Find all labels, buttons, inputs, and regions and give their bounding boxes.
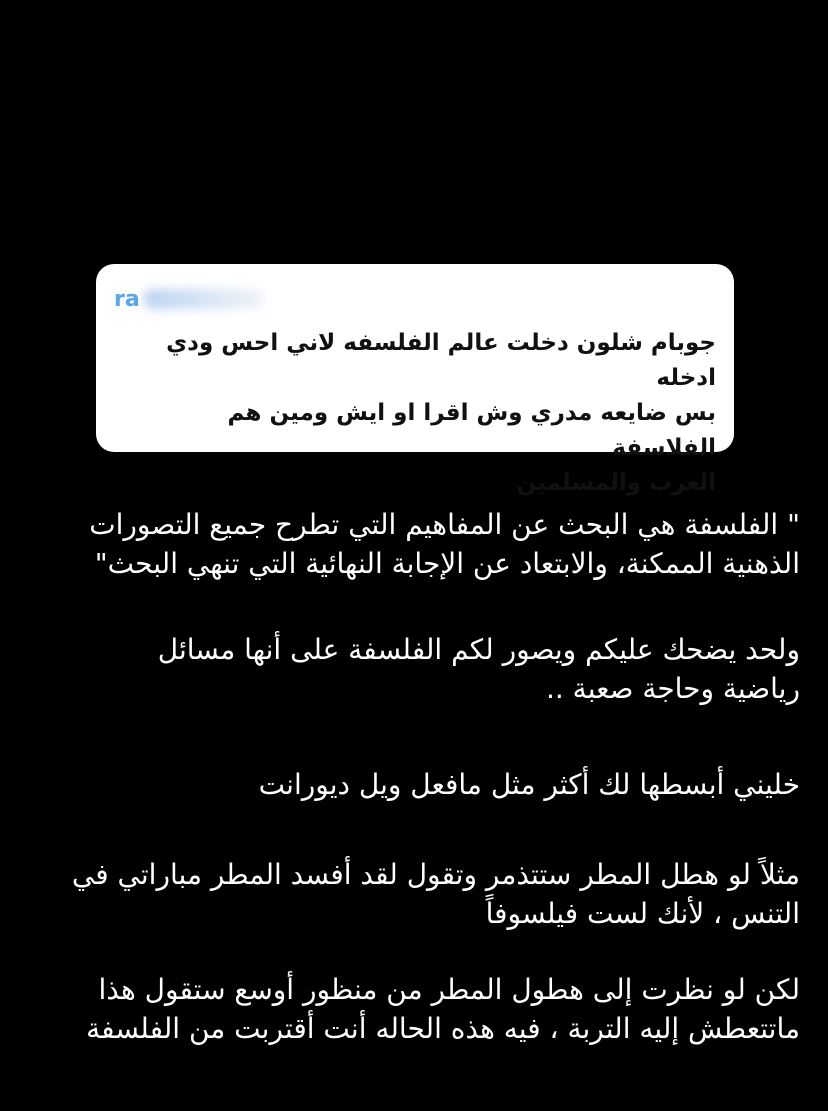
answer-paragraph-misconception: ولحد يضحك عليكم ويصور لكم الفلسفة على أنها مسائل رياضية وحاجة صعبة .. [157,633,800,705]
answer-paragraph-definition: " الفلسفة هي البحث عن المفاهيم التي تطرح جميع التصورات الذهنية الممكنة، والابتعاد عن الإجابة النهائية التي تنهي البحث" [89,508,800,580]
question-sticker[interactable] [96,264,734,496]
username-blur-mask [144,289,264,309]
answer-paragraph-rain-example: مثلاً لو هطل المطر ستتذمر وتقول لقد أفسد المطر مباراتي في التنس ، لأنك لست فيلسوفاً [71,858,800,930]
answer-paragraph-simplify: خليني أبسطها لك أكثر مثل مافعل ويل ديورانت [258,768,800,801]
answer-paragraph-conclusion: لكن لو نظرت إلى هطول المطر من منظور أوسع ستقول هذا ماتتعطش إليه التربة ، فيه هذه الحاله أنت أقتربت من الفلسفة [86,973,800,1045]
question-username [114,286,264,312]
question-text: جوبام شلون دخلت عالم الفلسفه لاني احس ودي ادخله بس ضايعه مدري وش اقرا او ايش ومين هم الفلاسفة العرب والمسلمين [166,330,716,496]
username-text: ra [114,286,140,312]
